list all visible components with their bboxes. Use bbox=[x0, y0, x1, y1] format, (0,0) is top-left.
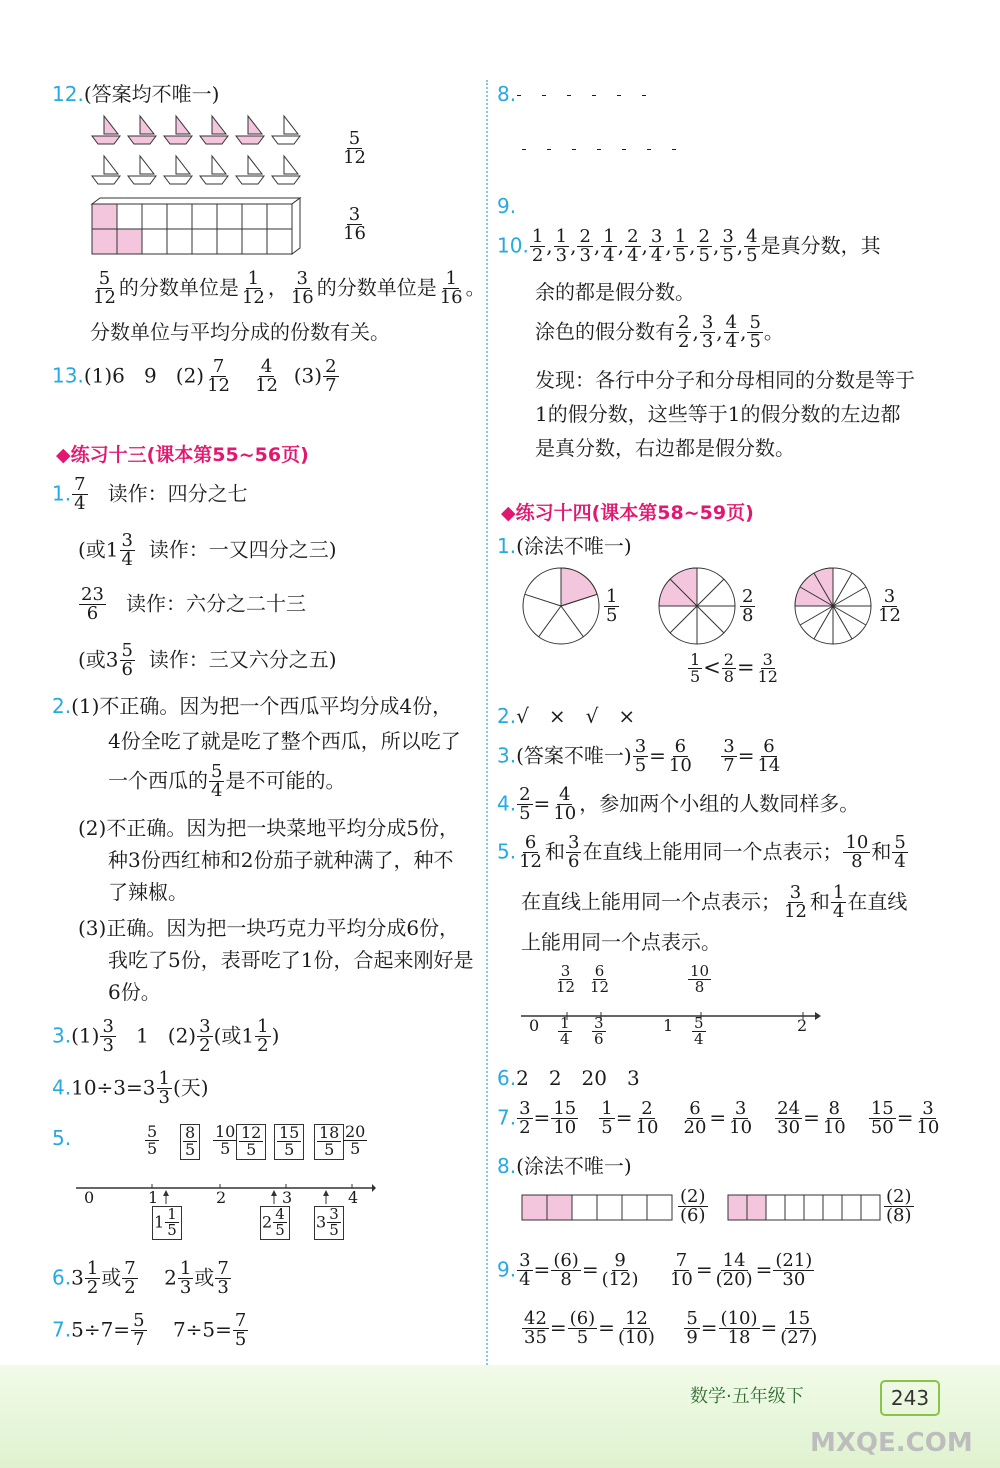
bar-2-fraction: $\frac{(2)}{(8)}$ bbox=[886, 1186, 912, 1227]
ex13-q2-p1c: 一个西瓜的 $\frac{5}{4}$ 是不可能的。 bbox=[108, 761, 346, 802]
ex14-q9-row2: $\frac{42}{35}$ = $\frac{(6)}{5}$ = $\frac{12}{(10)}$ $\frac{5}{9}$ = $\frac{(10)}{18}$ = $\frac{15}{(27)}$ bbox=[524, 1308, 818, 1349]
right-column bbox=[497, 0, 940, 1360]
q5-number-line-2 bbox=[521, 962, 831, 1058]
circle-2-fraction: $\frac{2}{8}$ bbox=[742, 586, 754, 627]
circle-twelfths bbox=[793, 566, 873, 646]
ex14-q3: 3.(答案不唯一) $\frac{3}{5}$ = $\frac{6}{10}$ $\frac{3}{7}$ = $\frac{6}{14}$ bbox=[497, 736, 781, 777]
q5-top-4: $\frac{12}{5}$ bbox=[236, 1124, 266, 1160]
ex13-q2-p2c: 了辣椒。 bbox=[108, 880, 188, 904]
q5-bottom-1: 1 $\frac{1}{5}$ bbox=[152, 1206, 182, 1240]
q5-top-1: $\frac{5}{5}$ bbox=[147, 1122, 158, 1159]
boat-diagram bbox=[90, 112, 312, 190]
ex14-q1: 1.(涂法不唯一) bbox=[497, 534, 632, 558]
bar-1-fraction: $\frac{(2)}{(6)}$ bbox=[680, 1186, 706, 1227]
ex13-q1-line1: 1. $\frac{7}{4}$ 读作：四分之七 bbox=[52, 474, 248, 515]
circle-3-fraction: $\frac{3}{12}$ bbox=[878, 586, 901, 627]
heading-exercise-14: ◆练习十四(课本第58~59页) bbox=[501, 502, 754, 524]
page-number: 243 bbox=[880, 1380, 940, 1416]
nl-top-3: $\frac{10}{8}$ bbox=[690, 962, 710, 997]
q9: 9. bbox=[497, 194, 517, 218]
q5-number-line bbox=[76, 1120, 376, 1252]
footer-subject: 数学·五年级下 bbox=[690, 1386, 804, 1407]
ex13-q6: 6.3 $\frac{1}{2}$ 或 $\frac{7}{2}$ 2 $\frac{1}{3}$ 或 $\frac{7}{3}$ bbox=[52, 1258, 229, 1299]
ex14-q5-line2: 在直线上能用同一个点表示； $\frac{3}{12}$ 和 $\frac{1}{4}$ 在直线 bbox=[521, 882, 908, 923]
ex14-q4: 4. $\frac{2}{5}$ = $\frac{4}{10}$ ，参加两个小组的人数同样多。 bbox=[497, 784, 860, 825]
q12-fraction-2: $\frac{3}{16}$ bbox=[343, 204, 366, 245]
q8-row1: 8. bbox=[497, 84, 647, 104]
boat-row-1 bbox=[92, 116, 300, 144]
q5-top-3: $\frac{10}{5}$ bbox=[215, 1122, 236, 1159]
bar-eighths bbox=[727, 1194, 881, 1222]
ex14-q5-line1: 5. $\frac{6}{12}$ 和 $\frac{3}{6}$ 在直线上能用同一个点表示； $\frac{10}{8}$ 和 $\frac{5}{4}$ bbox=[497, 832, 906, 873]
q5-top-5: $\frac{15}{5}$ bbox=[274, 1124, 304, 1160]
ex13-q2-p3b: 我吃了5份，表哥吃了1份，合起来刚好是 bbox=[108, 948, 474, 972]
circle-1-fraction: $\frac{1}{5}$ bbox=[606, 586, 618, 627]
q10-line2: 余的都是假分数。 bbox=[535, 280, 695, 304]
q5-top-7: $\frac{20}{5}$ bbox=[345, 1122, 366, 1159]
ex13-q1-line4: (或3 $\frac{5}{6}$ 读作：三又六分之五) bbox=[78, 640, 337, 681]
ex13-q7: 7.5÷7= $\frac{5}{7}$ 7÷5= $\frac{7}{5}$ bbox=[52, 1310, 247, 1351]
ex14-q8: 8.(涂法不唯一) bbox=[497, 1154, 632, 1178]
ex14-q6: 6.2 2 20 3 bbox=[497, 1066, 640, 1090]
q10-line5: 1的假分数，这些等于1的假分数的左边都 bbox=[535, 402, 901, 426]
column-separator bbox=[486, 80, 488, 1365]
nl-bottom-2: $\frac{3}{6}$ bbox=[594, 1014, 604, 1049]
q12-line2: 分数单位与平均分成的份数有关。 bbox=[90, 320, 390, 344]
tick-2: 2 bbox=[216, 1188, 227, 1207]
q12: 12.(答案均不唯一) bbox=[52, 82, 220, 106]
watermark: MXQE.COM bbox=[810, 1428, 973, 1458]
nl-tick-0: 0 bbox=[529, 1016, 540, 1035]
q8-row2 bbox=[521, 138, 677, 158]
left-column bbox=[52, 0, 486, 1360]
ex13-q2-p3c: 6份。 bbox=[108, 980, 161, 1004]
tick-1: 1 bbox=[148, 1188, 159, 1207]
block-diagram bbox=[90, 196, 304, 258]
heading-exercise-13: ◆练习十三(课本第55~56页) bbox=[56, 444, 309, 466]
boat-row-2 bbox=[92, 156, 300, 184]
ex13-q1-line2: (或1 $\frac{3}{4}$ 读作：一又四分之三) bbox=[78, 530, 337, 571]
q5-bottom-2: 2 $\frac{4}{5}$ bbox=[260, 1206, 290, 1240]
tick-4: 4 bbox=[348, 1188, 359, 1207]
q10-line3: 涂色的假分数有 $\frac{2}{2}$ , $\frac{3}{3}$ , $\frac{4}{4}$ , $\frac{5}{5}$ 。 bbox=[535, 312, 784, 353]
nl-bottom-1: $\frac{1}{4}$ bbox=[560, 1014, 570, 1049]
circle-eighths bbox=[657, 566, 737, 646]
nl-top-2: $\frac{6}{12}$ bbox=[590, 962, 610, 997]
ex13-q2-p1a: 2.(1)不正确。因为把一个西瓜平均分成4份， bbox=[52, 694, 453, 718]
nl-tick-2: 2 bbox=[797, 1016, 808, 1035]
circle-fifths bbox=[521, 566, 601, 646]
ex13-q2-p1b: 4份全吃了就是吃了整个西瓜，所以吃了 bbox=[108, 729, 461, 753]
q5-top-2: $\frac{8}{5}$ bbox=[180, 1124, 200, 1160]
ex13-q5: 5. bbox=[52, 1126, 72, 1150]
ex13-q2-p3a: (3)正确。因为把一块巧克力平均分成6份， bbox=[78, 916, 460, 940]
ex13-q1-line3: $\frac{23}{6}$ 读作：六分之二十三 bbox=[81, 584, 306, 625]
q10-line1: 10. $\frac{1}{2}$ , $\frac{1}{3}$ , $\frac{2}{3}$ , $\frac{1}{4}$ , $\frac{2}{4}$ , $\frac{3}{4}$ , $\frac{1}{5}$ , $\frac{2}{5}$ , $\frac{3}{5}$ , $\frac{4}{5}$ 是真分数，其 bbox=[497, 226, 881, 267]
ex13-q2-p2b: 种3份西红柿和2份茄子就种满了，种不 bbox=[108, 848, 454, 872]
ex14-q9-row1: 9. $\frac{3}{4}$ = $\frac{(6)}{8}$ = $\frac{9}{(12)}$ $\frac{7}{10}$ = $\frac{14}{(20)}$ = $\frac{(21)}{30}$ bbox=[497, 1250, 813, 1291]
tick-3: 3 bbox=[282, 1188, 293, 1207]
ex14-q5-line3: 上能用同一个点表示。 bbox=[521, 930, 721, 954]
nl-bottom-3: $\frac{5}{4}$ bbox=[694, 1014, 704, 1049]
nl-top-1: $\frac{3}{12}$ bbox=[556, 962, 576, 997]
ex13-q3: 3.(1) $\frac{3}{3}$ 1 (2) $\frac{3}{2}$ (或1 $\frac{1}{2}$ ) bbox=[52, 1016, 280, 1057]
q5-top-6: $\frac{18}{5}$ bbox=[314, 1124, 344, 1160]
q5-bottom-3: 3 $\frac{3}{5}$ bbox=[314, 1206, 344, 1240]
ex13-q4: 4.10÷3=3 $\frac{1}{3}$ (天) bbox=[52, 1068, 209, 1109]
bar-sixths bbox=[521, 1194, 673, 1222]
ex13-q2-p2a: (2)不正确。因为把一块菜地平均分成5份， bbox=[78, 816, 460, 840]
q10-line6: 是真分数，右边都是假分数。 bbox=[535, 436, 795, 460]
q10-line4: 发现：各行中分子和分母相同的分数是等于 bbox=[535, 368, 915, 392]
ex14-q7: 7. $\frac{3}{2}$ = $\frac{15}{10}$ $\frac{1}{5}$ = $\frac{2}{10}$ $\frac{6}{20}$ = $\frac{3}{10}$ $\frac{24}{30}$ = $\frac{8}{10}$ $\frac{15}{50}$ = $\frac{3}{10}$ bbox=[497, 1098, 940, 1139]
q12-line1: $\frac{5}{12}$ 的分数单位是 $\frac{1}{12}$ ， $\frac{3}{16}$ 的分数单位是 $\frac{1}{16}$ 。 bbox=[93, 268, 486, 309]
q13: 13.(1)6 9 (2) $\frac{7}{12}$ $\frac{4}{12}$ (3) $\frac{2}{7}$ bbox=[52, 356, 337, 397]
nl-tick-1: 1 bbox=[663, 1016, 674, 1035]
q12-fraction-1: $\frac{5}{12}$ bbox=[343, 128, 366, 169]
ex14-q2: 2.√ × √ × bbox=[497, 704, 636, 728]
circle-comparison: $\frac{1}{5}$ < $\frac{2}{8}$ = $\frac{3}{12}$ bbox=[690, 650, 778, 687]
tick-0: 0 bbox=[84, 1188, 95, 1207]
